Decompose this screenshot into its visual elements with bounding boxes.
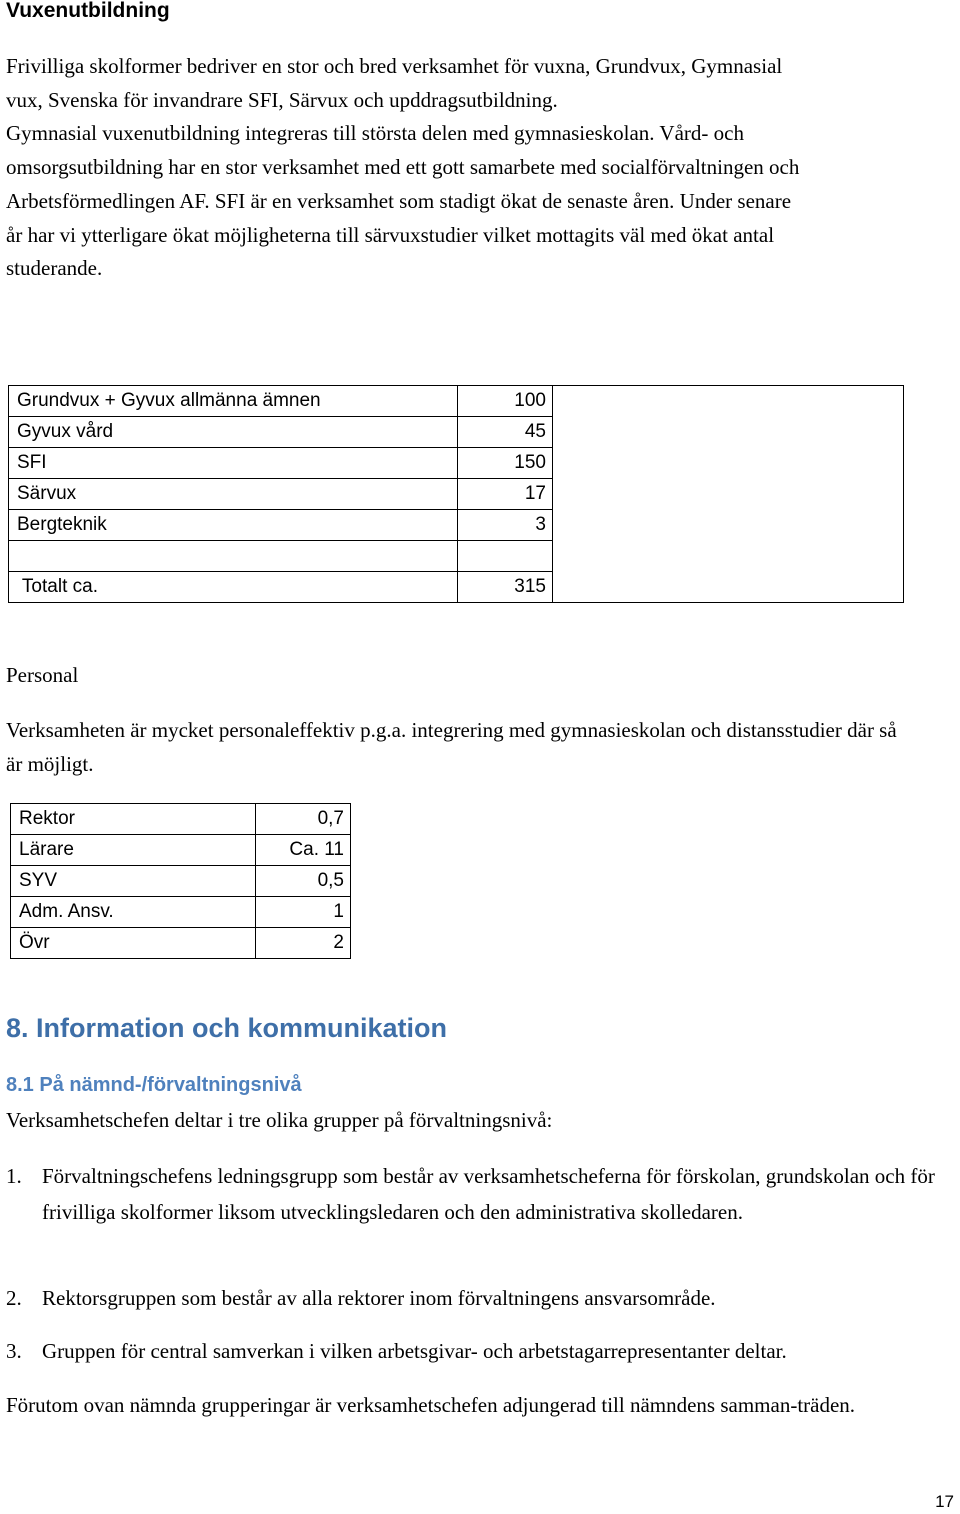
table-row: [9, 386, 904, 417]
list-number: 3.: [6, 1339, 22, 1363]
table-cell-value: 45: [458, 417, 553, 448]
students-table: [8, 385, 904, 603]
table-cell-label: Rektor: [11, 804, 256, 835]
table-cell-label: Totalt ca.: [9, 572, 458, 603]
list-number: 1.: [6, 1164, 22, 1188]
intro-line: studerande.: [6, 256, 103, 281]
table-cell-label: SYV: [11, 866, 256, 897]
closing-paragraph: Förutom ovan nämnda grupperingar är verksamhetschefen adjungerad till nämndens samman-träden.: [6, 1393, 856, 1417]
section-heading: 8. Information och kommunikation: [6, 1013, 448, 1043]
table-cell-label: Grundvux + Gyvux allmänna ämnen: [9, 386, 458, 417]
intro-line: vux, Svenska för invandrare SFI, Särvux och upddragsutbildning.: [6, 87, 558, 112]
personal-heading: Personal: [6, 663, 79, 687]
table-cell-value: 0,7: [256, 804, 351, 835]
table-row: [11, 928, 351, 959]
table-cell-value: 1: [256, 897, 351, 928]
intro-line: Arbetsförmedlingen AF. SFI är en verksamhet som stadigt ökat de senaste åren. Under senare: [6, 188, 792, 213]
table-row: [11, 897, 351, 928]
table-cell-value: 150: [458, 448, 553, 479]
table-cell-label: Övr: [11, 928, 256, 959]
table-row: [11, 804, 351, 835]
table-row: [11, 866, 351, 897]
table-empty-column: [553, 386, 904, 603]
table-cell-label: Gyvux vård: [9, 417, 458, 448]
table-cell-value: 2: [256, 928, 351, 959]
list-text: Förvaltningschefens ledningsgrupp som består av verksamhetscheferna för förskolan, grundskolan och för frivilliga skolformer liksom utvecklingsledaren och den administrativa skolledaren.: [42, 1164, 935, 1224]
intro-paragraph: [6, 50, 958, 286]
intro-line: Frivilliga skolformer bedriver en stor och bred verksamhet för vuxna, Grundvux, Gymnasial: [6, 54, 783, 78]
table-cell-value: 100: [458, 386, 553, 417]
table-cell-value: 3: [458, 510, 553, 541]
groups-intro: Verksamhetschefen deltar i tre olika grupper på förvaltningsnivå:: [6, 1108, 553, 1132]
table-cell-value: 0,5: [256, 866, 351, 897]
table-cell-label: Särvux: [9, 479, 458, 510]
list-text: Rektorsgruppen som består av alla rektorer inom förvaltningens ansvarsområde.: [42, 1286, 716, 1310]
subsection-heading: 8.1 På nämnd-/förvaltningsnivå: [6, 1074, 302, 1096]
table-cell-label: Adm. Ansv.: [11, 897, 256, 928]
table-cell-value: 315: [458, 572, 553, 603]
list-number: 2.: [6, 1286, 22, 1310]
list-item: [6, 1158, 952, 1230]
table-cell-value: 17: [458, 479, 553, 510]
intro-line: omsorgsutbildning har en stor verksamhet med ett gott samarbete med socialförvaltningen och: [6, 155, 800, 180]
staff-table: [10, 803, 351, 959]
section-title-vuxenutbildning: Vuxenutbildning: [6, 0, 170, 22]
table-cell-label: Lärare: [11, 835, 256, 866]
table-cell-value: [458, 541, 553, 572]
table-cell-label: [9, 541, 458, 572]
table-cell-label: Bergteknik: [9, 510, 458, 541]
table-row: [11, 835, 351, 866]
intro-line: år har vi ytterligare ökat möjligheterna till särvuxstudier vilket mottagits väl med ökat antal: [6, 222, 775, 247]
table-cell-label: SFI: [9, 448, 458, 479]
page-number: 17: [935, 1492, 954, 1511]
table-cell-value: Ca. 11: [256, 835, 351, 866]
personal-paragraph: Verksamheten är mycket personaleffektiv p.g.a. integrering med gymnasieskolan och distansstudier där så är möjligt.: [6, 718, 897, 776]
list-text: Gruppen för central samverkan i vilken arbetsgivar- och arbetstagarrepresentanter deltar.: [42, 1339, 787, 1363]
list-item: [6, 1280, 952, 1316]
list-item: [6, 1333, 952, 1369]
intro-line: Gymnasial vuxenutbildning integreras till största delen med gymnasieskolan. Vård- och: [6, 121, 744, 146]
